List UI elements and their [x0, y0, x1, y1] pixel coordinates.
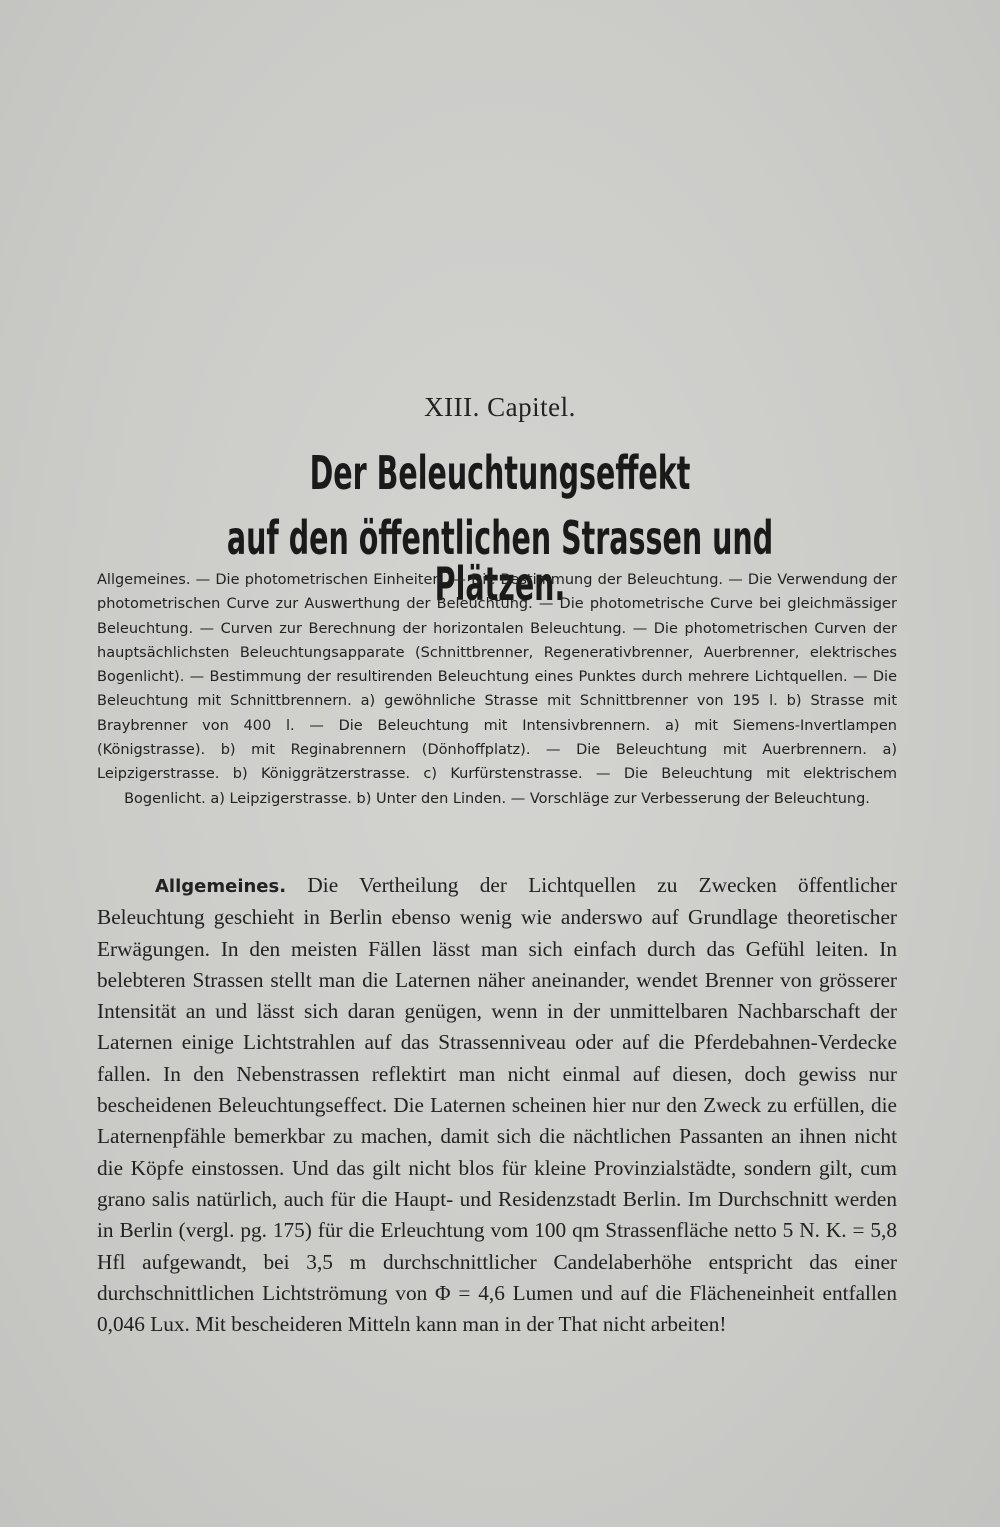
- chapter-title-line-1: Der Beleuchtungseffekt: [309, 446, 691, 500]
- paragraph-text: Die Vertheilung der Lichtquellen zu Zwecken öffentlicher Beleuchtung geschieht in Berlin ebenso wenig wie anderswo auf Grundlage theoretischer Erwägungen. In den meisten Fällen lässt man sich einfach durch das Gefühl leiten. In belebteren Strassen stellt man die Laternen näher aneinander, wendet Brenner von grösserer Intensität an und lässt sich daran genügen, wenn in der unmittelbaren Nachbarschaft der Laternen einige Lichtstrahlen auf das Strassenniveau oder auf die Pferdebahnen-Verdecke fallen. In den Nebenstrassen reflektirt man nicht einmal auf diesen, doch gewiss nur bescheidenen Beleuchtungseffect. Die Laternen scheinen hier nur den Zweck zu erfüllen, die Laternenpfähle bemerkbar zu machen, damit sich die nächtlichen Passanten an ihnen nicht die Köpfe einstossen. Und das gilt nicht blos für kleine Provinzialstädte, sondern gilt, cum grano salis natürlich, auch für die Haupt- und Residenzstadt Berlin. Im Durchschnitt werden in Berlin (vergl. pg. 175) für die Erleuchtung vom 100 qm Strassenfläche netto 5 N. K. = 5,8 Hfl aufgewandt, bei 3,5 m durchschnittlicher Candelaberhöhe entspricht das einer durchschnittlichen Lichtströmung von Φ = 4,6 Lumen und auf die Flächeneinheit entfallen 0,046 Lux. Mit bescheideren Mitteln kann man in der That nicht arbeiten!: [97, 873, 897, 1337]
- chapter-summary: Allgemeines. — Die photometrischen Einheiten. — Die Bestimmung der Beleuchtung. — Die Verwendung der photometrischen Curve zur Auswerthung der Beleuchtung. — Die photometrische Curve bei gleichmässiger Beleuchtung. — Curven zur Berechnung der horizontalen Beleuchtung. — Die photometrischen Curven der hauptsächlichsten Beleuchtungsapparate (Schnittbrenner, Regenerativbrenner, Auerbrenner, elektrisches Bogenlicht). — Bestimmung der resultirenden Beleuchtung eines Punktes durch mehrere Lichtquellen. — Die Beleuchtung mit Schnittbrennern. a) gewöhnliche Strasse mit Schnittbrenner von 195 l. b) Strasse mit Braybrenner von 400 l. — Die Beleuchtung mit Intensivbrennern. a) mit Siemens-Invertlampen (Königstrasse). b) mit Reginabrennern (Dönhoffplatz). — Die Beleuchtung mit Auerbrennern. a) Leipzigerstrasse. b) Königgrätzerstrasse. c) Kurfürstenstrasse. — Die Beleuchtung mit elektrischem Bogenlicht. a) Leipzigerstrasse. b) Unter den Linden. — Vorschläge zur Verbesserung der Beleuchtung.: [97, 572, 897, 807]
- chapter-number: XIII. Capitel.: [424, 392, 576, 422]
- section-lead-in: Allgemeines.: [155, 876, 287, 897]
- chapter-title-line-2: auf den öffentlichen Strassen und Plätzen.: [226, 511, 774, 611]
- body-paragraph: [97, 870, 897, 1340]
